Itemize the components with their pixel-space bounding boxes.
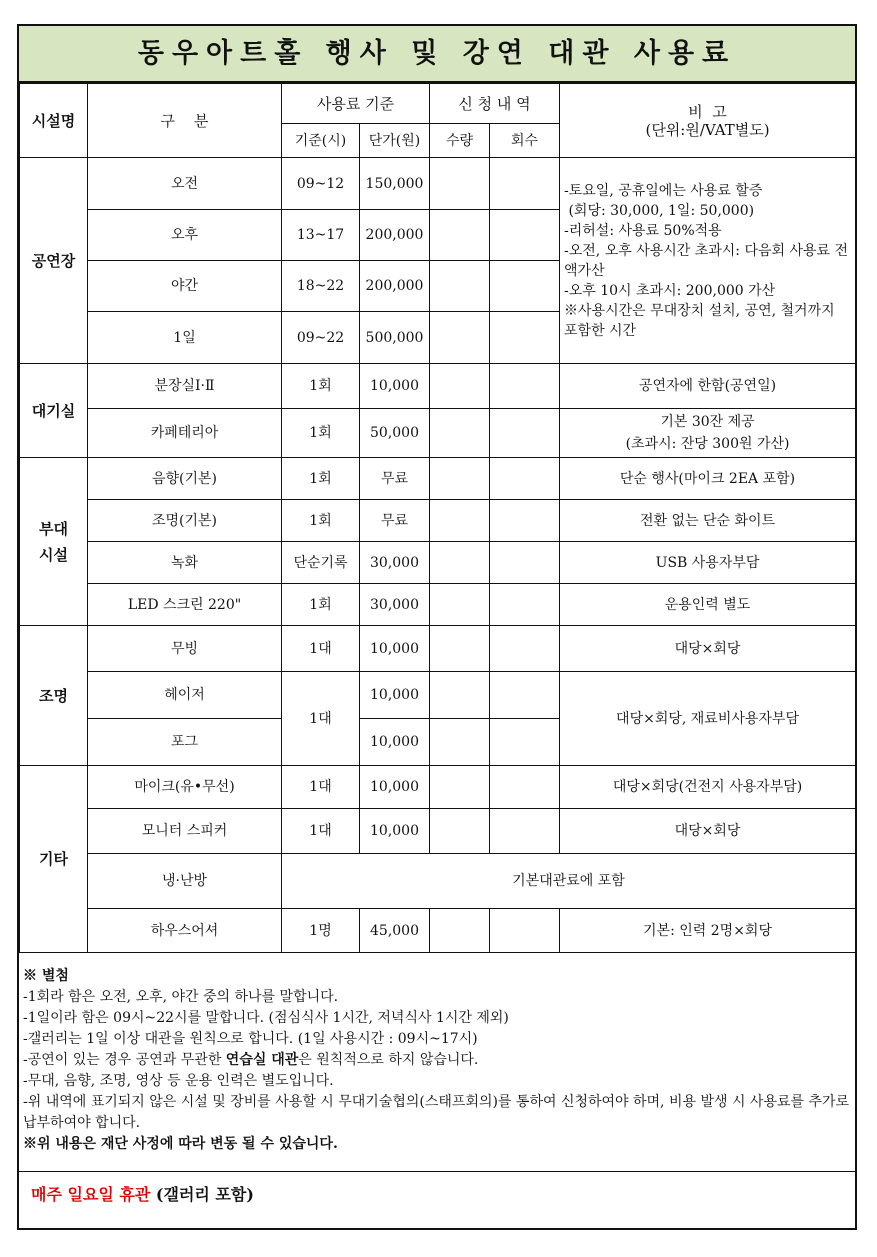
table-row	[20, 672, 856, 719]
remark-cell: 대당×회당(건전지 사용자부담)	[560, 766, 856, 809]
item-cell: 녹화	[88, 542, 282, 584]
item-cell: 무빙	[88, 626, 282, 672]
item-cell: 오전	[88, 158, 282, 210]
note-line: -갤러리는 1일 이상 대관을 원칙으로 합니다. (1일 사용시간 : 09시~17시)	[23, 1031, 478, 1047]
quantity-cell[interactable]	[430, 542, 490, 584]
price-cell: 무료	[360, 500, 430, 542]
remark-cell: 대당×회당	[560, 809, 856, 854]
closed-notice	[31, 1182, 254, 1205]
count-cell[interactable]	[490, 261, 560, 312]
item-cell: 1일	[88, 312, 282, 364]
closed-red-text: 매주 일요일 휴관	[31, 1185, 151, 1204]
quantity-cell[interactable]	[430, 458, 490, 500]
remark-cell: 전환 없는 단순 화이트	[560, 500, 856, 542]
item-cell: 음향(기본)	[88, 458, 282, 500]
standard-time-header: 기준(시)	[282, 124, 360, 158]
remark-line: -리허설: 사용료 50%적용	[564, 222, 722, 239]
count-cell[interactable]	[490, 766, 560, 809]
quantity-cell[interactable]	[430, 672, 490, 719]
count-cell[interactable]	[490, 210, 560, 261]
quantity-cell[interactable]	[430, 909, 490, 953]
notes-final: ※위 내용은 재단 사정에 따라 변동 될 수 있습니다.	[23, 1136, 338, 1152]
facility-performance: 공연장	[20, 158, 88, 364]
count-cell[interactable]	[490, 909, 560, 953]
standard-cell: 1회	[282, 458, 360, 500]
quantity-cell[interactable]	[430, 312, 490, 364]
count-cell[interactable]	[490, 458, 560, 500]
table-row	[20, 542, 856, 584]
standard-cell: 1대	[282, 766, 360, 809]
quantity-header: 수량	[430, 124, 490, 158]
item-cell: 조명(기본)	[88, 500, 282, 542]
item-cell: 냉·난방	[88, 854, 282, 909]
fee-sheet	[17, 24, 857, 1230]
facility-header: 시설명	[20, 84, 88, 158]
price-cell: 150,000	[360, 158, 430, 210]
unit-price-header: 단가(원)	[360, 124, 430, 158]
table-row	[20, 500, 856, 542]
count-cell[interactable]	[490, 542, 560, 584]
note-text: -공연이 있는 경우 공연과 무관한	[23, 1052, 226, 1068]
price-cell: 30,000	[360, 542, 430, 584]
note-line: -1회라 함은 오전, 오후, 야간 중의 하나를 말합니다.	[23, 989, 339, 1005]
standard-cell: 1회	[282, 500, 360, 542]
table-row	[20, 809, 856, 854]
header-row	[20, 84, 856, 124]
count-cell[interactable]	[490, 312, 560, 364]
remark-line: -오전, 오후 사용시간 초과시: 다음회 사용료 전액가산	[564, 242, 849, 279]
quantity-cell[interactable]	[430, 766, 490, 809]
price-cell: 500,000	[360, 312, 430, 364]
quantity-cell[interactable]	[430, 364, 490, 409]
count-cell[interactable]	[490, 719, 560, 766]
performance-remarks	[560, 158, 856, 364]
item-cell: 모니터 스피커	[88, 809, 282, 854]
price-cell: 10,000	[360, 626, 430, 672]
count-cell[interactable]	[490, 626, 560, 672]
remarks-unit: (단위:원/VAT별도)	[645, 120, 770, 139]
price-cell: 50,000	[360, 409, 430, 458]
quantity-cell[interactable]	[430, 626, 490, 672]
price-cell: 10,000	[360, 719, 430, 766]
remark-cell: USB 사용자부담	[560, 542, 856, 584]
standard-cell: 1대	[282, 626, 360, 672]
table-row	[20, 409, 856, 458]
merged-cell: 기본대관료에 포함	[282, 854, 856, 909]
table-row	[20, 626, 856, 672]
note-bold-text: 연습실 대관	[225, 1052, 299, 1068]
standard-cell: 1대	[282, 672, 360, 766]
note-line: -위 내역에 표기되지 않은 시설 및 장비를 사용할 시 무대기술협의(스태프회의)를 통하여 신청하여야 하며, 비용 발생 시 사용료를 추가로 납부하여야 합니다.	[23, 1094, 850, 1131]
count-cell[interactable]	[490, 364, 560, 409]
remark-cell	[560, 409, 856, 458]
standard-cell: 단순기록	[282, 542, 360, 584]
remark-line: -오후 10시 초과시: 200,000 가산	[564, 282, 776, 299]
note-line: -1일이라 함은 09시~22시를 말합니다. (점심식사 1시간, 저녁식사 1시간 제외)	[23, 1010, 509, 1026]
table-row	[20, 584, 856, 626]
quantity-cell[interactable]	[430, 158, 490, 210]
count-header: 회수	[490, 124, 560, 158]
quantity-cell[interactable]	[430, 210, 490, 261]
standard-cell: 18~22	[282, 261, 360, 312]
remark-line: -토요일, 공휴일에는 사용료 할증	[564, 182, 763, 199]
table-row	[20, 158, 856, 210]
remark-line: (회당: 30,000, 1일: 50,000)	[564, 202, 755, 219]
standard-cell: 09~12	[282, 158, 360, 210]
remark-cell: 기본: 인력 2명×회당	[560, 909, 856, 953]
item-cell: 헤이저	[88, 672, 282, 719]
item-cell: 마이크(유•무선)	[88, 766, 282, 809]
price-cell: 10,000	[360, 809, 430, 854]
application-header: 신 청 내 역	[430, 84, 560, 124]
item-cell: 카페테리아	[88, 409, 282, 458]
note-line	[23, 1050, 851, 1071]
remark-cell: 공연자에 한함(공연일)	[560, 364, 856, 409]
facility-name-line: 시설	[39, 545, 68, 564]
note-text: 은 원칙적으로 하지 않습니다.	[298, 1052, 479, 1068]
item-cell: LED 스크린 220"	[88, 584, 282, 626]
price-cell: 45,000	[360, 909, 430, 953]
closed-rest-text: (갤러리 포함)	[150, 1185, 254, 1204]
price-cell: 10,000	[360, 364, 430, 409]
count-cell[interactable]	[490, 409, 560, 458]
remark-cell: 단순 행사(마이크 2EA 포함)	[560, 458, 856, 500]
table-row	[20, 909, 856, 953]
quantity-cell[interactable]	[430, 584, 490, 626]
fee-table	[19, 83, 856, 953]
standard-cell: 1대	[282, 809, 360, 854]
price-cell: 200,000	[360, 210, 430, 261]
item-cell: 하우스어셔	[88, 909, 282, 953]
table-row	[20, 458, 856, 500]
standard-cell: 1회	[282, 364, 360, 409]
remark-line: (초과시: 잔당 300원 가산)	[625, 436, 790, 452]
facility-lighting: 조명	[20, 626, 88, 766]
remarks-header	[560, 84, 856, 158]
standard-cell: 13~17	[282, 210, 360, 261]
standard-cell: 1회	[282, 409, 360, 458]
note-line: -무대, 음향, 조명, 영상 등 운용 인력은 별도입니다.	[23, 1073, 334, 1089]
count-cell[interactable]	[490, 500, 560, 542]
price-cell: 10,000	[360, 672, 430, 719]
remark-cell: 대당×회당, 재료비사용자부담	[560, 672, 856, 766]
price-cell: 200,000	[360, 261, 430, 312]
facility-other: 기타	[20, 766, 88, 953]
count-cell[interactable]	[490, 584, 560, 626]
remark-cell: 운용인력 별도	[560, 584, 856, 626]
price-cell: 무료	[360, 458, 430, 500]
count-cell[interactable]	[490, 158, 560, 210]
notes-section	[19, 957, 855, 1172]
facility-auxiliary	[20, 458, 88, 626]
category-header: 구 분	[88, 84, 282, 158]
table-row	[20, 854, 856, 909]
page-title: 동우아트홀 행사 및 강연 대관 사용료	[19, 26, 855, 83]
table-row	[20, 766, 856, 809]
standard-cell: 09~22	[282, 312, 360, 364]
item-cell: 분장실Ⅰ·Ⅱ	[88, 364, 282, 409]
usage-standard-header: 사용료 기준	[282, 84, 430, 124]
quantity-cell[interactable]	[430, 719, 490, 766]
quantity-cell[interactable]	[430, 261, 490, 312]
standard-cell: 1명	[282, 909, 360, 953]
facility-waiting: 대기실	[20, 364, 88, 458]
remark-line: ※사용시간은 무대장치 설치, 공연, 철거까지 포함한 시간	[564, 302, 835, 339]
price-cell: 10,000	[360, 766, 430, 809]
notes-heading: ※ 별첨	[23, 968, 69, 984]
remarks-title: 비 고	[688, 102, 727, 121]
item-cell: 야간	[88, 261, 282, 312]
item-cell: 포그	[88, 719, 282, 766]
item-cell: 오후	[88, 210, 282, 261]
count-cell[interactable]	[490, 809, 560, 854]
standard-cell: 1회	[282, 584, 360, 626]
price-cell: 30,000	[360, 584, 430, 626]
remark-cell: 대당×회당	[560, 626, 856, 672]
count-cell[interactable]	[490, 672, 560, 719]
quantity-cell[interactable]	[430, 500, 490, 542]
quantity-cell[interactable]	[430, 409, 490, 458]
facility-name-line: 부대	[39, 519, 68, 538]
table-row	[20, 364, 856, 409]
quantity-cell[interactable]	[430, 809, 490, 854]
remark-line: 기본 30잔 제공	[660, 414, 755, 430]
